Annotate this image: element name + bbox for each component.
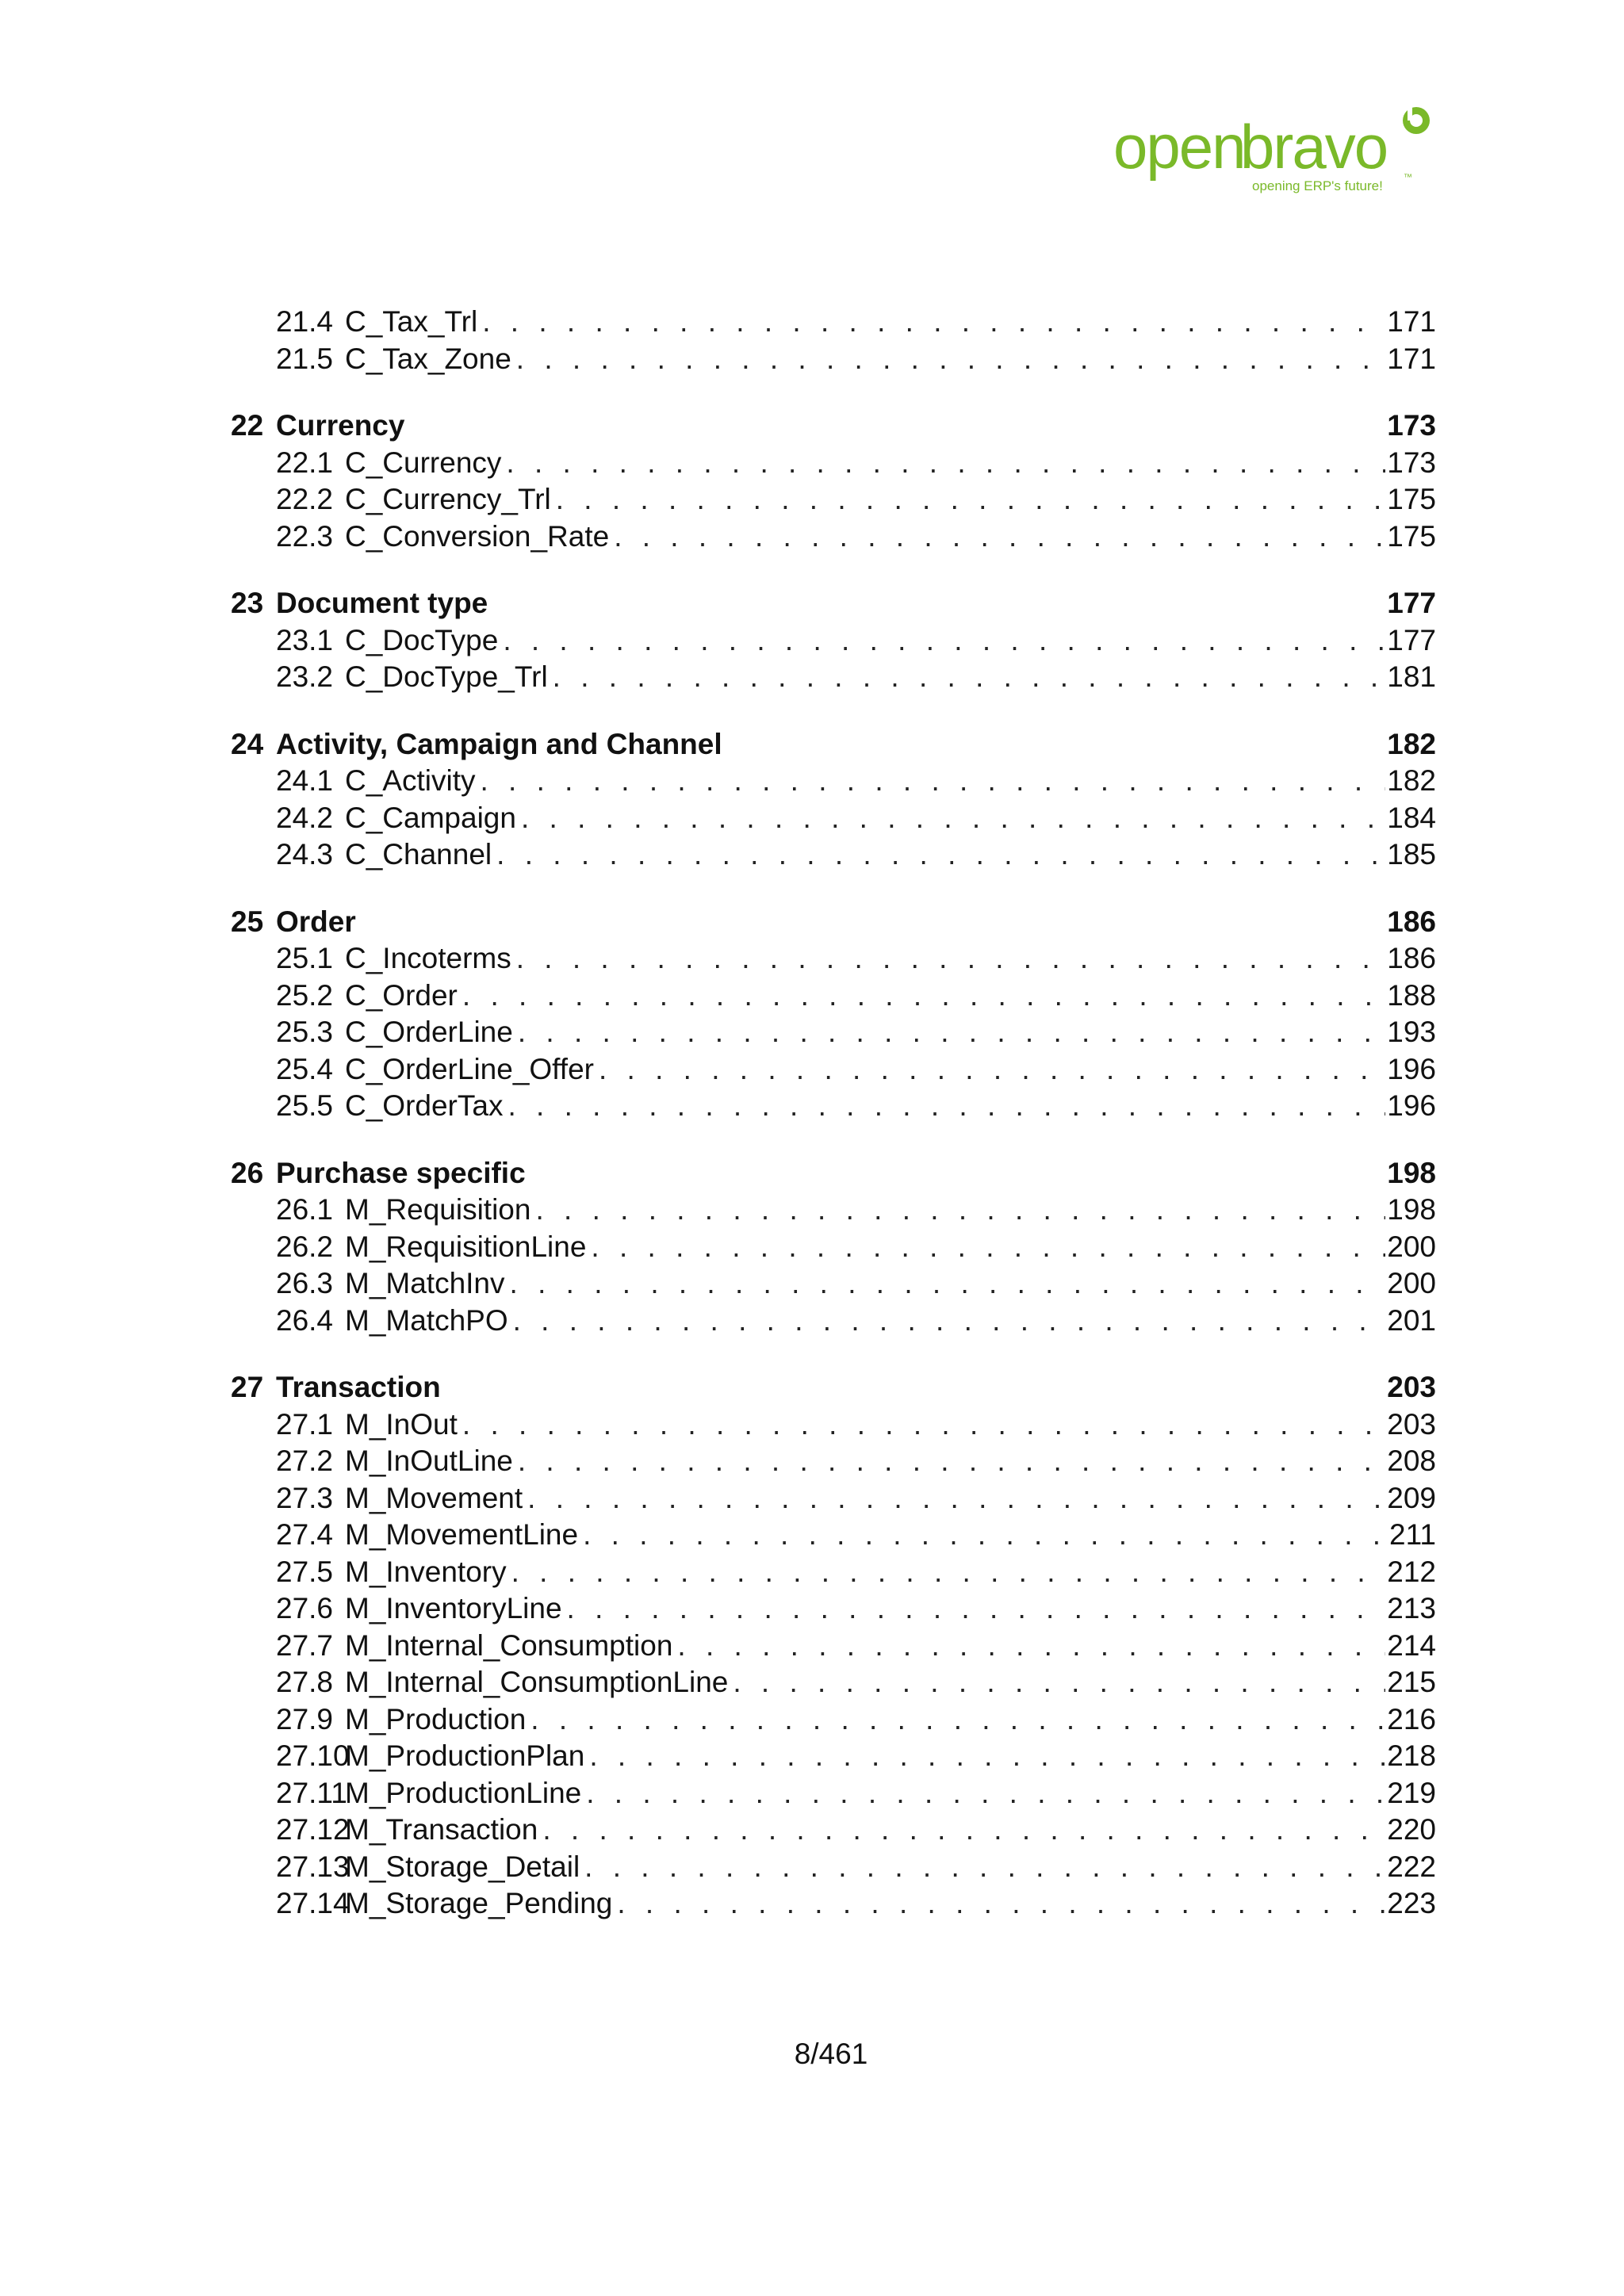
toc-entry-page: 188 (1387, 978, 1436, 1012)
toc-entry-number: 27.6 (276, 1592, 334, 1624)
toc-entry[interactable] (231, 1738, 1436, 1775)
toc-entry-title: M_RequisitionLine (345, 1230, 587, 1263)
toc-chapter-heading[interactable] (231, 585, 1436, 622)
toc-entry-number: 27.8 (276, 1666, 334, 1698)
toc-entry-number: 26.2 (276, 1230, 334, 1263)
toc-entry-page: 196 (1387, 1089, 1436, 1122)
toc-entry-title: M_ProductionPlan (345, 1739, 585, 1772)
dot-leader (482, 304, 1385, 341)
toc-entry-number: 27.10 (276, 1739, 350, 1772)
toc-entry-number: 27.14 (276, 1887, 350, 1919)
toc-entry-page: 177 (1387, 623, 1436, 656)
toc-entry[interactable] (231, 1229, 1436, 1266)
toc-entry-page: 175 (1387, 483, 1436, 515)
toc-entry-page: 201 (1387, 1303, 1436, 1337)
dot-leader (591, 1229, 1385, 1266)
toc-entry-page: 215 (1387, 1666, 1436, 1698)
logo-trademark: ™ (1404, 173, 1412, 182)
page-number-indicator: 8/461 (794, 2038, 868, 2070)
toc-chapter-title: Activity, Campaign and Channel (276, 727, 722, 760)
toc-entry[interactable] (231, 1192, 1436, 1229)
dot-leader (583, 1517, 1385, 1554)
toc-entry-title: C_OrderLine_Offer (345, 1052, 594, 1085)
toc-chapter-page: 177 (1387, 587, 1436, 619)
toc-entry-page: 212 (1387, 1555, 1436, 1588)
toc-entry-page: 203 (1387, 1407, 1436, 1441)
toc-entry-number: 27.4 (276, 1518, 334, 1551)
toc-entry-title: M_MatchInv (345, 1267, 505, 1299)
toc-entry[interactable] (231, 659, 1436, 696)
toc-entry[interactable] (231, 1480, 1436, 1517)
toc-entry-page: 213 (1387, 1592, 1436, 1624)
dot-leader (508, 1088, 1385, 1125)
toc-entry-title: M_Internal_ConsumptionLine (345, 1666, 729, 1698)
toc-entry-title: C_Tax_Trl (345, 305, 478, 338)
toc-entry-page: 193 (1387, 1016, 1436, 1048)
toc-entry-number: 22.3 (276, 519, 334, 553)
toc-entry-page: 171 (1387, 342, 1436, 375)
toc-entry-page: 216 (1387, 1702, 1436, 1735)
toc-entry-title: C_Activity (345, 764, 476, 797)
dot-leader (586, 1775, 1385, 1812)
toc-chapter-page: 173 (1387, 409, 1436, 442)
toc-entry[interactable] (231, 1303, 1436, 1340)
toc-chapter-title: Transaction (276, 1371, 441, 1403)
dot-leader (527, 1480, 1385, 1517)
toc-entry-number: 27.5 (276, 1555, 334, 1588)
dot-leader (556, 481, 1385, 519)
toc-entry[interactable] (231, 1590, 1436, 1628)
toc-chapter-number: 22 (231, 409, 264, 442)
toc-entry[interactable] (231, 1701, 1436, 1739)
toc-entry-number: 21.4 (276, 305, 334, 338)
toc-entry-title: C_OrderLine (345, 1016, 513, 1048)
toc-entry-number: 25.3 (276, 1016, 334, 1048)
toc-entry-number: 27.2 (276, 1445, 334, 1477)
toc-entry[interactable] (231, 978, 1436, 1015)
toc-chapter (231, 726, 1436, 874)
toc-chapter-number: 27 (231, 1371, 264, 1403)
toc-entry-page: 211 (1389, 1518, 1436, 1551)
toc-chapter-heading[interactable] (231, 1155, 1436, 1192)
dot-leader (506, 445, 1385, 482)
toc-entry[interactable] (231, 1554, 1436, 1591)
dot-leader (535, 1192, 1385, 1229)
dot-leader (542, 1812, 1385, 1849)
dot-leader (462, 978, 1385, 1015)
toc-entry[interactable] (231, 445, 1436, 482)
toc-entry-page: 186 (1387, 942, 1436, 974)
dot-leader (503, 622, 1385, 660)
toc-entry-number: 26.1 (276, 1193, 334, 1226)
toc-entry-number: 27.13 (276, 1850, 350, 1883)
toc-entry-page: 182 (1387, 764, 1436, 797)
toc-chapter (231, 408, 1436, 555)
toc-entry-number: 27.1 (276, 1407, 334, 1441)
toc-entry-title: C_Conversion_Rate (345, 519, 610, 553)
toc-entry[interactable] (231, 1664, 1436, 1701)
logo-wordmark-bravo: bravo (1240, 112, 1388, 182)
toc-entry-title: M_InOut (345, 1407, 458, 1441)
toc-entry[interactable] (231, 1443, 1436, 1480)
toc-entry-number: 23.2 (276, 660, 334, 693)
toc-entry[interactable] (231, 481, 1436, 519)
toc-entry-page: 208 (1387, 1445, 1436, 1477)
toc-entry-page: 184 (1387, 801, 1436, 834)
toc-entry-title: C_DocType_Trl (345, 660, 548, 693)
toc-entry-title: M_Production (345, 1702, 527, 1735)
toc-chapter-heading[interactable] (231, 408, 1436, 445)
toc-entry-page: 175 (1387, 519, 1436, 553)
toc-chapter-title: Order (276, 905, 356, 938)
toc-entry-title: C_DocType (345, 623, 499, 656)
toc-entry-title: M_InOutLine (345, 1445, 513, 1477)
toc-entry-title: C_OrderTax (345, 1089, 504, 1122)
toc-entry[interactable] (231, 1517, 1436, 1554)
toc-entry[interactable] (231, 1265, 1436, 1303)
toc-chapter-title: Document type (276, 587, 488, 619)
dot-leader (733, 1664, 1385, 1701)
toc-entry-title: M_InventoryLine (345, 1592, 562, 1624)
toc-entry-title: C_Campaign (345, 801, 516, 834)
dot-leader (599, 1051, 1385, 1089)
toc-entry-page: 185 (1387, 838, 1436, 871)
toc-chapter-number: 24 (231, 727, 264, 760)
toc-entry-title: M_MatchPO (345, 1303, 508, 1337)
toc-entry[interactable] (231, 1775, 1436, 1812)
toc-entry-title: C_Channel (345, 838, 492, 871)
toc-entry-page: 220 (1387, 1813, 1436, 1846)
toc-entry-page: 222 (1387, 1850, 1436, 1883)
toc-chapter (231, 904, 1436, 1125)
openbravo-logo (1113, 103, 1446, 198)
toc-entry-number: 25.5 (276, 1089, 334, 1122)
toc-entry[interactable] (231, 341, 1436, 378)
toc-entry-title: M_MovementLine (345, 1518, 579, 1551)
toc-entry[interactable] (231, 1885, 1436, 1923)
toc-entry-number: 25.2 (276, 978, 334, 1012)
toc-chapter-page: 182 (1387, 727, 1436, 760)
toc-entry-number: 27.11 (276, 1776, 347, 1809)
dot-leader (516, 341, 1385, 378)
dot-leader (614, 519, 1385, 556)
toc-entry-title: M_Requisition (345, 1193, 531, 1226)
toc-entry-page: 214 (1387, 1628, 1436, 1662)
toc-chapter-heading[interactable] (231, 904, 1436, 941)
toc-entry-page: 173 (1387, 446, 1436, 479)
toc-chapter-number: 23 (231, 587, 264, 619)
dot-leader (516, 940, 1385, 978)
toc-continued-section (231, 304, 1436, 377)
toc-chapter-number: 25 (231, 905, 264, 938)
dot-leader (521, 800, 1385, 837)
dot-leader (480, 763, 1385, 800)
toc-entry-title: C_Tax_Zone (345, 342, 511, 375)
toc-entry-number: 26.4 (276, 1303, 334, 1337)
toc-entry-page: 181 (1387, 660, 1436, 693)
dot-leader (513, 1303, 1385, 1340)
toc-entry-number: 27.9 (276, 1702, 334, 1735)
toc-entry-number: 24.3 (276, 838, 334, 871)
dot-leader (584, 1849, 1385, 1886)
dot-leader (530, 1701, 1385, 1739)
toc-chapter-page: 186 (1387, 905, 1436, 938)
toc-entry-title: C_Currency (345, 446, 502, 479)
toc-entry-page: 171 (1387, 305, 1436, 338)
toc-entry-title: M_Transaction (345, 1813, 538, 1846)
toc-entry[interactable] (231, 1628, 1436, 1665)
toc-chapter-page: 198 (1387, 1156, 1436, 1189)
toc-chapter (231, 585, 1436, 696)
toc-entry[interactable] (231, 800, 1436, 837)
toc-entry-number: 27.12 (276, 1813, 350, 1846)
toc-chapter-page: 203 (1387, 1371, 1436, 1403)
toc-chapter-number: 26 (231, 1156, 264, 1189)
toc-entry-number: 25.4 (276, 1052, 334, 1085)
toc-entry-title: C_Order (345, 978, 458, 1012)
dot-leader (510, 1265, 1385, 1303)
toc-entry[interactable] (231, 1812, 1436, 1849)
dot-leader (589, 1738, 1385, 1775)
toc-entry[interactable] (231, 1014, 1436, 1051)
toc-entry-page: 218 (1387, 1739, 1436, 1772)
dot-leader (567, 1590, 1385, 1628)
logo-tagline: opening ERP's future! (1252, 178, 1383, 193)
toc-entry-page: 223 (1387, 1887, 1436, 1919)
toc-entry-number: 22.2 (276, 483, 334, 515)
toc-entry-page: 219 (1387, 1776, 1436, 1809)
toc-entry-title: M_Internal_Consumption (345, 1628, 673, 1662)
toc-entry-title: M_Movement (345, 1481, 523, 1514)
dot-leader (496, 836, 1385, 874)
toc-entry-title: C_Incoterms (345, 942, 511, 974)
dot-leader (462, 1406, 1385, 1444)
toc-entry[interactable] (231, 304, 1436, 341)
toc-entry-number: 27.3 (276, 1481, 334, 1514)
dot-leader (553, 659, 1385, 696)
toc-entry-number: 21.5 (276, 342, 334, 375)
toc-entry[interactable] (231, 622, 1436, 660)
toc-entry[interactable] (231, 940, 1436, 978)
toc-chapter-title: Currency (276, 409, 405, 442)
toc-entry[interactable] (231, 1088, 1436, 1125)
dot-leader (511, 1554, 1385, 1591)
toc-entry-page: 196 (1387, 1052, 1436, 1085)
toc-entry-title: M_Inventory (345, 1555, 507, 1588)
toc-entry[interactable] (231, 519, 1436, 556)
toc-entry-page: 200 (1387, 1267, 1436, 1299)
dot-leader (617, 1885, 1385, 1923)
toc-entry-number: 22.1 (276, 446, 334, 479)
toc-chapter-title: Purchase specific (276, 1156, 526, 1189)
toc-entry-page: 198 (1387, 1193, 1436, 1226)
toc-entry[interactable] (231, 1051, 1436, 1089)
toc-entry-number: 26.3 (276, 1267, 334, 1299)
dot-leader (677, 1628, 1385, 1665)
toc-entry-number: 25.1 (276, 942, 334, 974)
toc-chapter (231, 1155, 1436, 1340)
dot-leader (518, 1443, 1385, 1480)
toc-entry-title: M_ProductionLine (345, 1776, 582, 1809)
toc-entry-number: 23.1 (276, 623, 334, 656)
toc-chapter (231, 1369, 1436, 1923)
table-of-contents (231, 304, 1436, 1953)
toc-entry-number: 24.1 (276, 764, 334, 797)
toc-chapter-heading[interactable] (231, 726, 1436, 763)
dot-leader (518, 1014, 1385, 1051)
toc-entry-page: 200 (1387, 1230, 1436, 1263)
toc-entry-title: C_Currency_Trl (345, 483, 551, 515)
toc-entry-number: 27.7 (276, 1628, 334, 1662)
logo-wordmark-open: open (1113, 112, 1245, 182)
toc-entry-title: M_Storage_Pending (345, 1887, 613, 1919)
toc-entry-page: 209 (1387, 1481, 1436, 1514)
toc-entry[interactable] (231, 836, 1436, 874)
toc-entry-number: 24.2 (276, 801, 334, 834)
toc-entry[interactable] (231, 1849, 1436, 1886)
toc-entry[interactable] (231, 763, 1436, 800)
toc-entry[interactable] (231, 1406, 1436, 1444)
toc-entry-title: M_Storage_Detail (345, 1850, 580, 1883)
toc-chapter-heading[interactable] (231, 1369, 1436, 1406)
